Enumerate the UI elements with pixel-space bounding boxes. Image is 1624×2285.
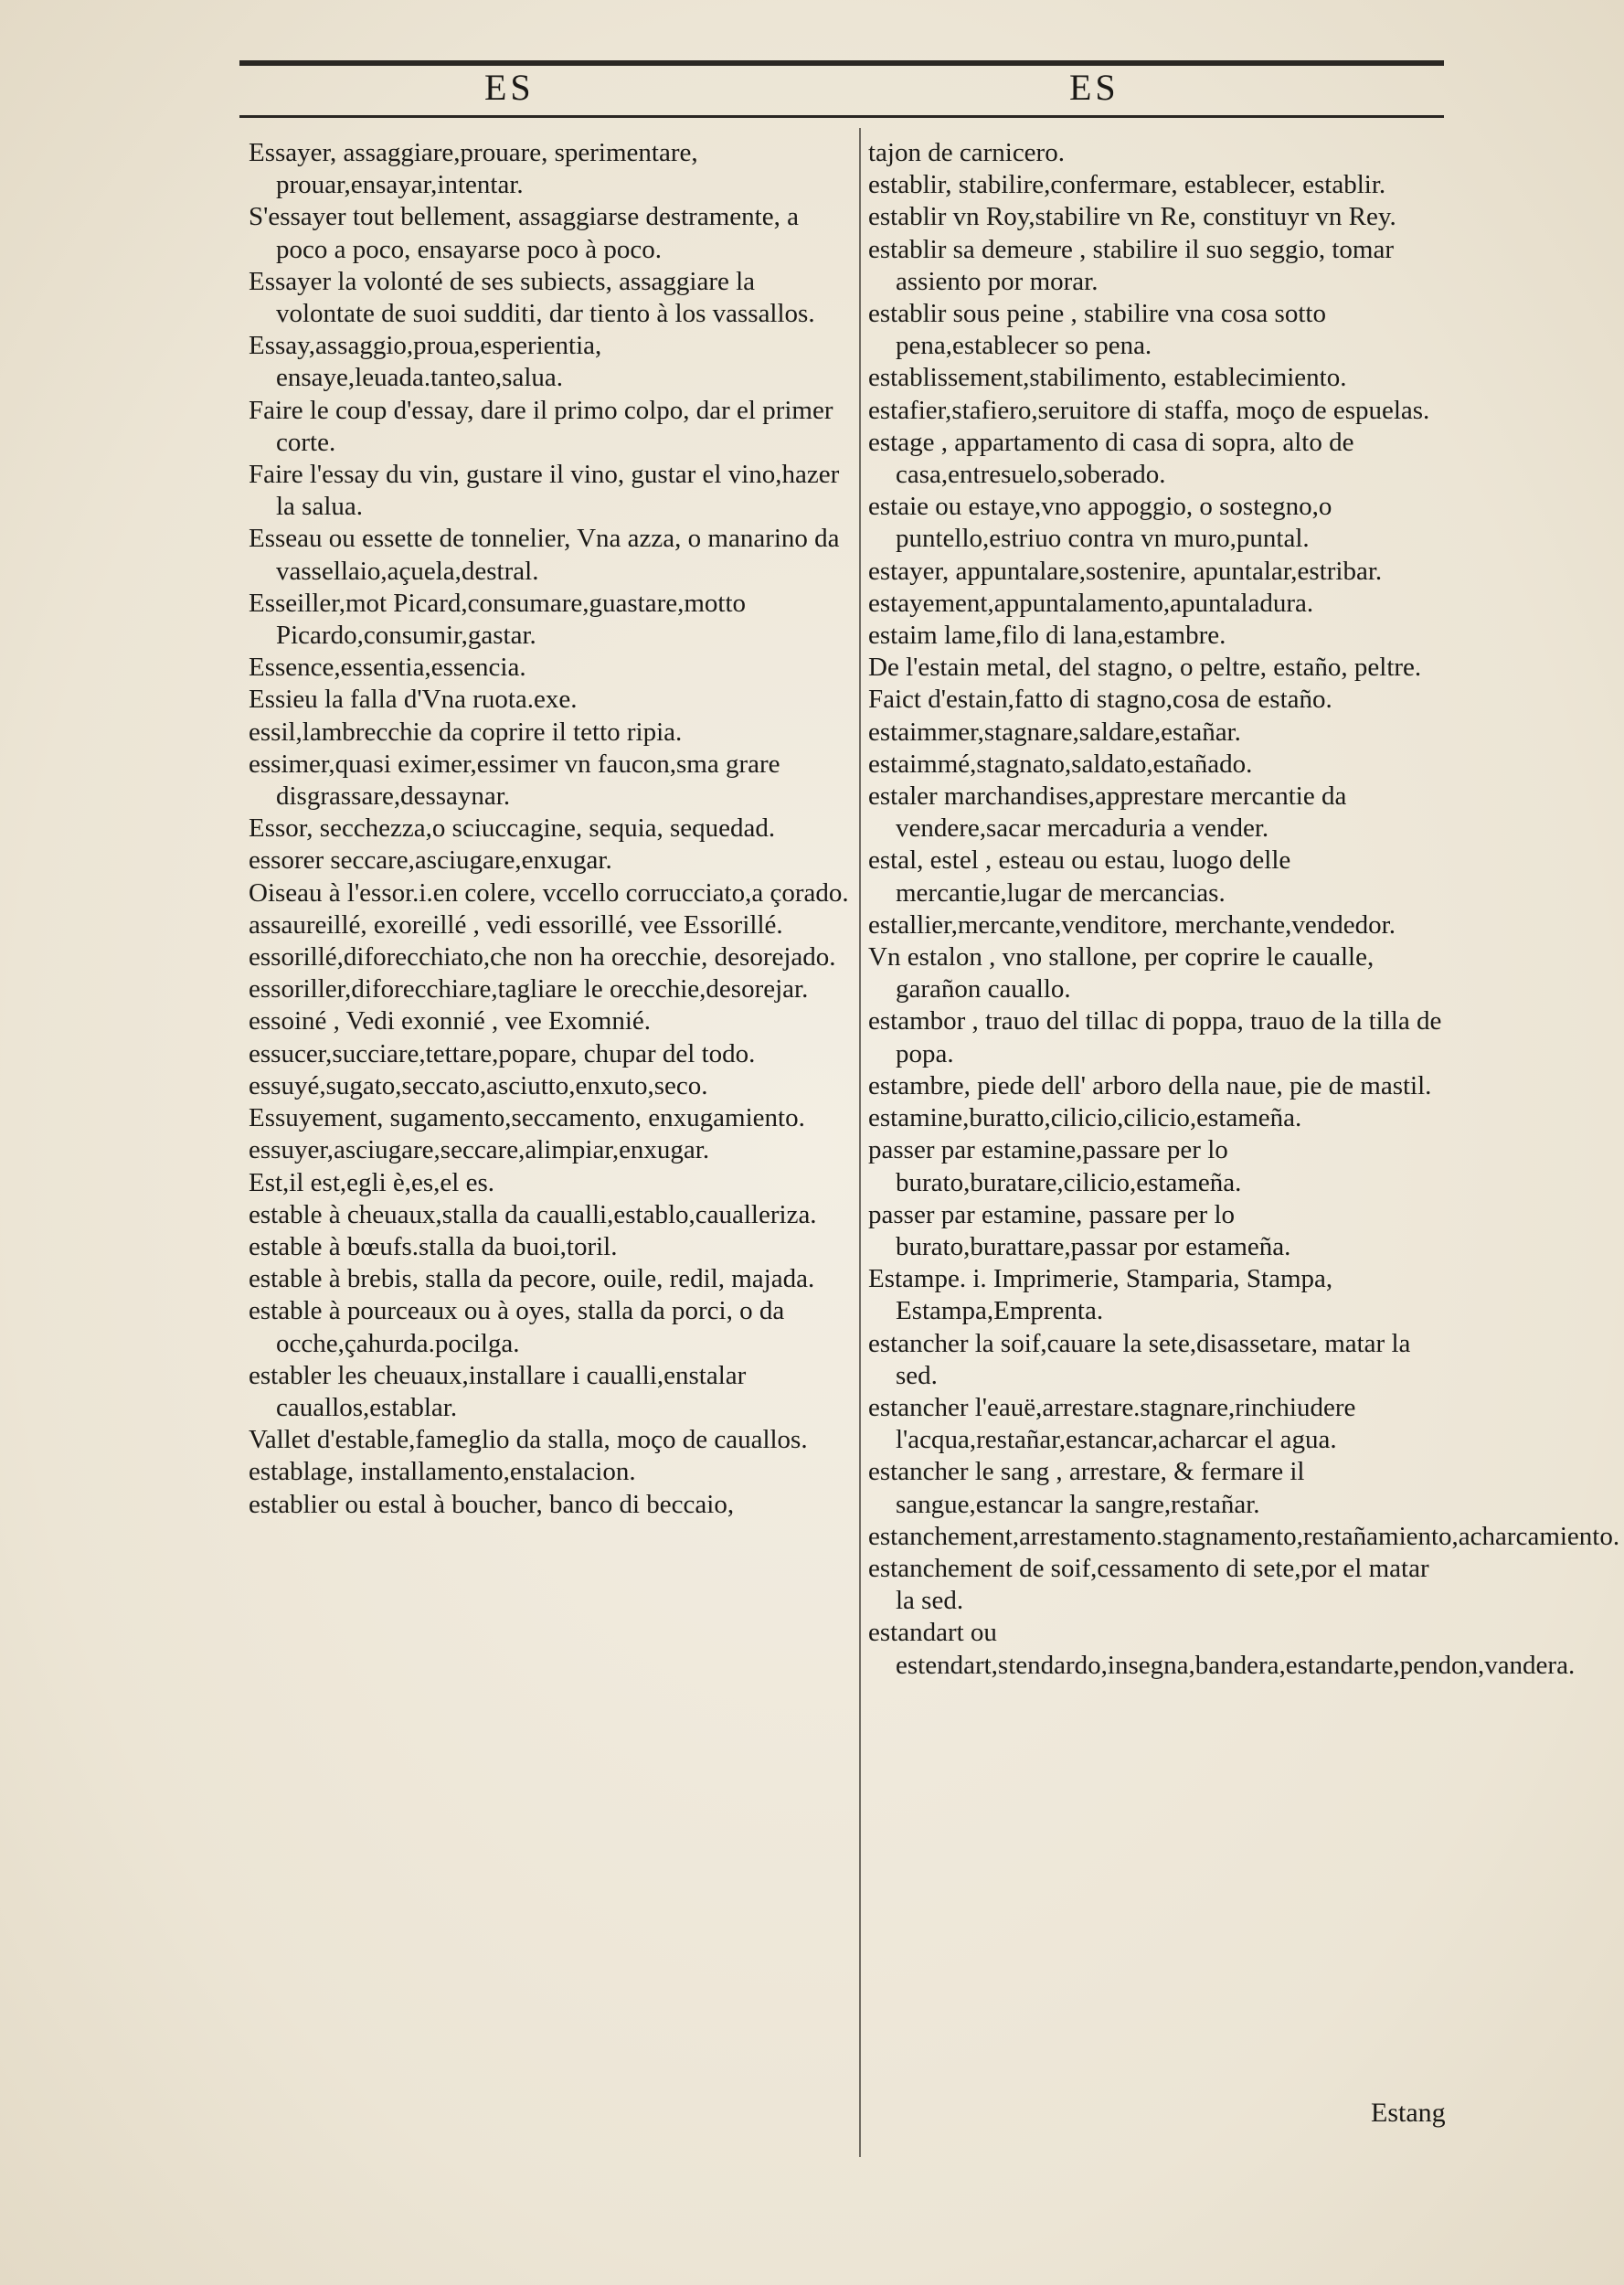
dictionary-entry: estayer, appuntalare,sostenire, apuntalar,estribar. — [868, 556, 1383, 586]
dictionary-entry: essucer,succiare,tettare,popare, chupar del todo. — [249, 1038, 756, 1068]
dictionary-entry: estancher le sang , arrestare, & fermare il sangue,estancar la sangre,restañar. — [868, 1457, 1305, 1519]
dictionary-entry: establir sa demeure , stabilire il suo seggio, tomar assiento por morar. — [868, 234, 1395, 296]
dictionary-entry: establissement,stabilimento, establecimiento. — [868, 363, 1347, 393]
dictionary-entry: De l'estain metal, del stagno, o peltre, estaño, peltre. — [868, 653, 1422, 683]
dictionary-entry: passer par estamine,passare per lo burato,buratare,cilicio,estameña. — [868, 1135, 1242, 1197]
dictionary-entry: establir vn Roy,stabilire vn Re, constituyr vn Rey. — [868, 202, 1396, 232]
header-bottom-rule — [239, 115, 1444, 118]
dictionary-entry: Faire l'essay du vin, gustare il vino, gustar el vino,hazer la salua. — [249, 460, 840, 522]
dictionary-entry: assaureillé, exoreillé , vedi essorillé, vee Essorillé. — [249, 909, 783, 940]
dictionary-entry: essuyé,sugato,seccato,asciutto,enxuto,seco. — [249, 1070, 708, 1100]
dictionary-entry: Estampe. i. Imprimerie, Stamparia, Stampa, Estampa,Emprenta. — [868, 1264, 1333, 1326]
dictionary-entry: tajon de carnicero. — [868, 138, 1065, 167]
dictionary-entry: Essayer, assaggiare,prouare, sperimentare, prouar,ensayar,intentar. — [249, 138, 698, 200]
dictionary-entry: estable à cheuaux,stalla da caualli,establo,caualleriza. — [249, 1199, 817, 1229]
dictionary-entry: estandart ou estendart,stendardo,insegna,bandera,estandarte,pendon,vandera. — [868, 1618, 1576, 1680]
dictionary-entry: Esseiller,mot Picard,consumare,guastare,motto Picardo,consumir,gastar. — [249, 588, 747, 651]
dictionary-entry: Essay,assaggio,proua,esperientia, ensaye,leuada.tanteo,salua. — [249, 331, 602, 393]
left-column — [249, 137, 852, 1521]
dictionary-entry: Essieu la falla d'Vna ruota.exe. — [249, 685, 578, 715]
dictionary-entry: establir, stabilire,confermare, establecer, establir. — [868, 170, 1386, 200]
dictionary-entry: estage , appartamento di casa di sopra, alto de casa,entresuelo,soberado. — [868, 427, 1354, 490]
dictionary-entry: estal, estel , esteau ou estau, luogo delle mercantie,lugar de mercancias. — [868, 845, 1291, 908]
dictionary-entry: Faire le coup d'essay, dare il primo colpo, dar el primer corte. — [249, 395, 833, 457]
dictionary-entry: Faict d'estain,fatto di stagno,cosa de estaño. — [868, 685, 1332, 715]
column-divider — [859, 128, 861, 2157]
dictionary-entry: S'essayer tout bellement, assaggiarse destramente, a poco a poco, ensayarse poco à poco. — [249, 202, 799, 264]
dictionary-entry: essoiné , Vedi exonnié , vee Exomnié. — [249, 1006, 651, 1036]
dictionary-entry: essimer,quasi eximer,essimer vn faucon,sma grare disgrassare,dessaynar. — [249, 749, 780, 812]
catchword: Estang — [1371, 2098, 1446, 2128]
dictionary-entry: Vn estalon , vno stallone, per coprire le caualle, garañon cauallo. — [868, 942, 1375, 1004]
dictionary-entry: estamine,buratto,cilicio,cilicio,estameña. — [868, 1103, 1302, 1133]
dictionary-entry: Vallet d'estable,fameglio da stalla, moço de cauallos. — [249, 1425, 808, 1455]
dictionary-entry: estambre, piede dell' arboro della naue, pie de mastil. — [868, 1070, 1432, 1100]
dictionary-entry: Esseau ou essette de tonnelier, Vna azza, o manarino da vassellaio,açuela,destral. — [249, 524, 840, 586]
running-head-right: ES — [1069, 67, 1120, 108]
dictionary-entry: estallier,mercante,venditore, merchante,vendedor. — [868, 909, 1396, 940]
dictionary-entry: estancher la soif,cauare la sete,disassetare, matar la sed. — [868, 1328, 1411, 1390]
dictionary-entry: essil,lambrecchie da coprire il tetto ripia. — [249, 717, 683, 747]
dictionary-entry: estaim lame,filo di lana,estambre. — [868, 621, 1226, 651]
dictionary-entry: estambor , trauo del tillac di poppa, trauo de la tilla de popa. — [868, 1006, 1442, 1068]
dictionary-entry: Essayer la volonté de ses subiects, assaggiare la volontate de suoi sudditi, dar tiento à los vassallos. — [249, 266, 815, 329]
dictionary-entry: estable à bœufs.stalla da buoi,toril. — [249, 1231, 618, 1261]
dictionary-entry: estanchement,arrestamento.stagnamento,restañamiento,acharcamiento. — [868, 1521, 1620, 1551]
dictionary-entry: estable à brebis, stalla da pecore, ouile, redil, majada. — [249, 1264, 815, 1294]
right-column — [868, 137, 1620, 1682]
dictionary-entry: establier ou estal à boucher, banco di beccaio, — [249, 1489, 735, 1519]
header-top-rule — [239, 60, 1444, 66]
dictionary-entry: Oiseau à l'essor.i.en colere, vccello corrucciato,a çorado. — [249, 877, 849, 908]
dictionary-entry: estanchement de soif,cessamento di sete,por el matar la sed. — [868, 1553, 1429, 1616]
dictionary-entry: essorer seccare,asciugare,enxugar. — [249, 845, 612, 876]
dictionary-entry: passer par estamine, passare per lo burato,burattare,passar por estameña. — [868, 1199, 1291, 1261]
dictionary-entry: Est,il est,egli è,es,el es. — [249, 1167, 494, 1197]
dictionary-entry: essoriller,diforecchiare,tagliare le orecchie,desorejar. — [249, 974, 809, 1004]
dictionary-entry: essorillé,diforecchiato,che non ha orecchie, desorejado. — [249, 942, 836, 972]
dictionary-entry: estancher l'eauë,arrestare.stagnare,rinchiudere l'acqua,restañar,estancar,acharcar el agua. — [868, 1392, 1356, 1455]
dictionary-entry: essuyer,asciugare,seccare,alimpiar,enxugar. — [249, 1135, 710, 1165]
dictionary-entry: estable à pourceaux ou à oyes, stalla da porci, o da ocche,çahurda.pocilga. — [249, 1296, 785, 1358]
dictionary-entry: estafier,stafiero,seruitore di staffa, moço de espuelas. — [868, 395, 1430, 425]
dictionary-entry: establir sous peine , stabilire vna cosa sotto pena,establecer so pena. — [868, 299, 1326, 361]
running-head-left: ES — [484, 67, 535, 108]
dictionary-entry: Essor, secchezza,o sciuccagine, sequia, sequedad. — [249, 813, 776, 844]
dictionary-entry: estaie ou estaye,vno appoggio, o sostegno,o puntello,estriuo contra vn muro,puntal. — [868, 492, 1332, 554]
dictionary-entry: estaler marchandises,apprestare mercantie da vendere,sacar mercaduria a vender. — [868, 781, 1347, 844]
dictionary-entry: Essuyement, sugamento,seccamento, enxugamiento. — [249, 1103, 805, 1133]
dictionary-entry: estayement,appuntalamento,apuntaladura. — [868, 588, 1314, 618]
dictionary-entry: Essence,essentia,essencia. — [249, 653, 526, 683]
dictionary-entry: estaimmé,stagnato,saldato,estañado. — [868, 749, 1253, 779]
dictionary-entry: establage, installamento,enstalacion. — [249, 1457, 636, 1487]
dictionary-entry: establer les cheuaux,installare i caualli,enstalar cauallos,establar. — [249, 1360, 747, 1422]
dictionary-entry: estaimmer,stagnare,saldare,estañar. — [868, 717, 1241, 747]
